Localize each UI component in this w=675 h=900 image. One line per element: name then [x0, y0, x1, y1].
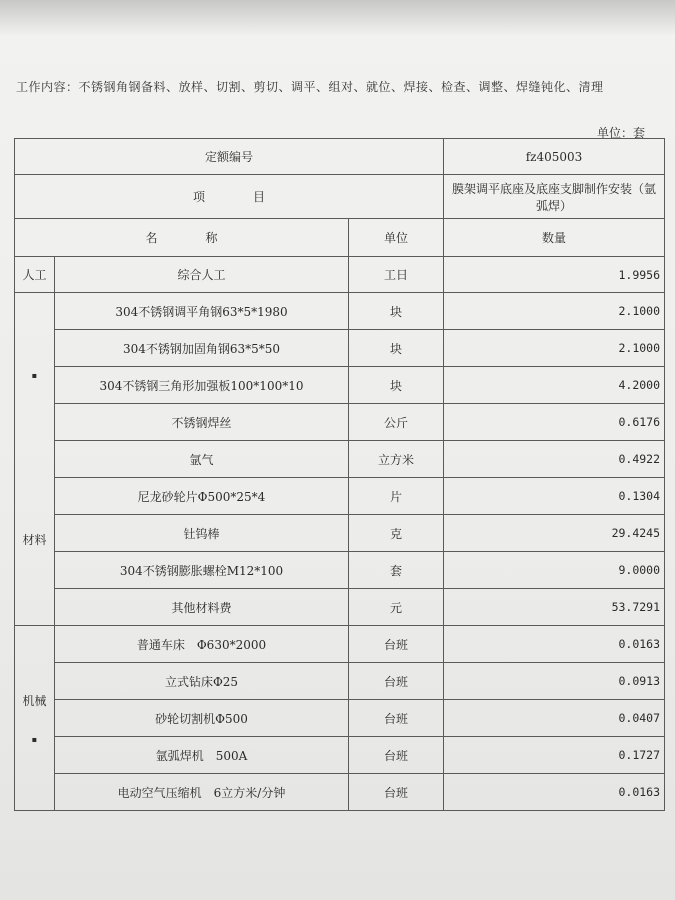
column-header-row — [15, 219, 665, 257]
table-row — [15, 737, 665, 774]
row-qty: 0.1304 — [444, 478, 665, 515]
table-row — [15, 330, 665, 367]
quota-label: 定额编号 — [15, 139, 444, 175]
table-row — [15, 293, 665, 330]
row-qty: 0.1727 — [444, 737, 665, 774]
category-machinery — [15, 626, 55, 811]
row-name: 钍钨棒 — [55, 515, 349, 552]
row-unit: 工日 — [349, 257, 444, 293]
table-row — [15, 441, 665, 478]
row-unit: 元 — [349, 589, 444, 626]
table-row — [15, 404, 665, 441]
row-qty: 9.0000 — [444, 552, 665, 589]
row-name: 其他材料费 — [55, 589, 349, 626]
row-unit: 台班 — [349, 626, 444, 663]
category-machinery-label: 机械 — [22, 693, 47, 708]
table-row — [15, 589, 665, 626]
unit-note: 单位：套 — [597, 126, 646, 140]
row-qty: 0.0407 — [444, 700, 665, 737]
row-qty: 4.2000 — [444, 367, 665, 404]
row-qty: 29.4245 — [444, 515, 665, 552]
row-unit: 块 — [349, 330, 444, 367]
row-qty: 1.9956 — [444, 257, 665, 293]
col-header-unit: 单位 — [349, 219, 444, 257]
page-shadow — [0, 0, 675, 36]
row-name: 砂轮切割机Φ500 — [55, 700, 349, 737]
row-name: 尼龙砂轮片Φ500*25*4 — [55, 478, 349, 515]
row-unit: 公斤 — [349, 404, 444, 441]
bullet-mark: ▪ — [31, 370, 38, 380]
bullet-mark: ▪ — [31, 734, 38, 744]
row-unit: 套 — [349, 552, 444, 589]
quota-code-row — [15, 139, 665, 175]
table-row — [15, 515, 665, 552]
table-row — [15, 663, 665, 700]
table-row — [15, 367, 665, 404]
table-row — [15, 700, 665, 737]
table-row — [15, 774, 665, 811]
row-qty: 2.1000 — [444, 330, 665, 367]
row-unit: 块 — [349, 293, 444, 330]
item-name: 膜架调平底座及底座支脚制作安装（氩弧焊） — [444, 175, 665, 219]
row-unit: 块 — [349, 367, 444, 404]
table-row — [15, 257, 665, 293]
row-name: 普通车床 Φ630*2000 — [55, 626, 349, 663]
category-labor: 人工 — [15, 257, 55, 293]
table-row — [15, 552, 665, 589]
row-name: 综合人工 — [55, 257, 349, 293]
row-name: 氩弧焊机 500A — [55, 737, 349, 774]
category-material-label: 材料 — [22, 532, 47, 547]
row-name: 304不锈钢加固角钢63*5*50 — [55, 330, 349, 367]
row-name: 不锈钢焊丝 — [55, 404, 349, 441]
quota-table — [14, 138, 665, 811]
col-header-name: 名 称 — [15, 219, 349, 257]
item-label: 项 目 — [15, 175, 444, 219]
row-unit: 台班 — [349, 737, 444, 774]
row-name: 304不锈钢三角形加强板100*100*10 — [55, 367, 349, 404]
row-qty: 0.0163 — [444, 774, 665, 811]
row-qty: 2.1000 — [444, 293, 665, 330]
row-qty: 0.0913 — [444, 663, 665, 700]
row-unit: 台班 — [349, 700, 444, 737]
row-qty: 0.6176 — [444, 404, 665, 441]
col-header-qty: 数量 — [444, 219, 665, 257]
quota-code: fz405003 — [444, 139, 665, 175]
category-material — [15, 293, 55, 626]
item-row — [15, 175, 665, 219]
row-unit: 片 — [349, 478, 444, 515]
row-qty: 0.0163 — [444, 626, 665, 663]
row-qty: 0.4922 — [444, 441, 665, 478]
row-qty: 53.7291 — [444, 589, 665, 626]
row-name: 立式钻床Φ25 — [55, 663, 349, 700]
row-name: 氩气 — [55, 441, 349, 478]
row-unit: 克 — [349, 515, 444, 552]
table-row — [15, 626, 665, 663]
work-content-line: 工作内容：不锈钢角钢备料、放样、切割、剪切、调平、组对、就位、焊接、检查、调整、焊缝钝化、清理 — [16, 80, 604, 94]
row-unit: 台班 — [349, 774, 444, 811]
row-name: 304不锈钢调平角钢63*5*1980 — [55, 293, 349, 330]
row-unit: 立方米 — [349, 441, 444, 478]
row-unit: 台班 — [349, 663, 444, 700]
row-name: 电动空气压缩机 6立方米/分钟 — [55, 774, 349, 811]
table-row — [15, 478, 665, 515]
row-name: 304不锈钢膨胀螺栓M12*100 — [55, 552, 349, 589]
